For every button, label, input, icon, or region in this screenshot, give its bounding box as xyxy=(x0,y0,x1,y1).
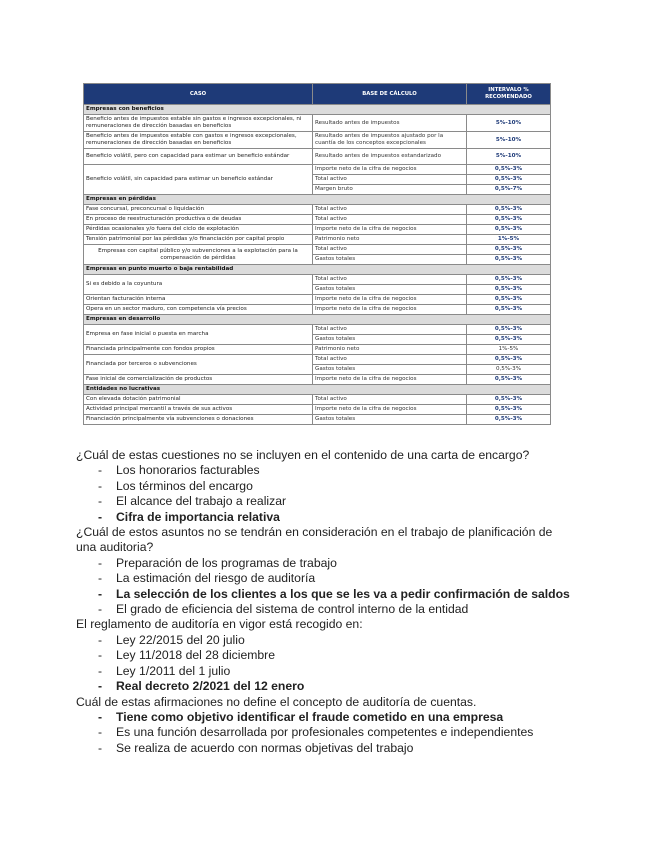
option: - El grado de eficiencia del sistema de control interno de la entidad xyxy=(98,602,576,617)
cell-intervalo: 0,5%-3% xyxy=(467,375,551,385)
cell-base-calculo: Total activo xyxy=(313,215,467,225)
options-list xyxy=(76,556,576,618)
table-row xyxy=(84,132,551,149)
cell-caso: Beneficio antes de impuestos estable sin gastos e ingresos excepcionales, ni remuneraciones de dirección basadas en beneficios xyxy=(84,115,313,132)
question-text: ¿Cuál de estas cuestiones no se incluyen en el contenido de una carta de encargo? xyxy=(76,448,530,462)
options-list xyxy=(76,633,576,695)
section-header-row xyxy=(84,265,551,275)
cell-caso: Pérdidas ocasionales y/o fuera del ciclo de explotación xyxy=(84,225,313,235)
cell-base-calculo: Importe neto de la cifra de negocios xyxy=(313,225,467,235)
cell-intervalo: 0,5%-3% xyxy=(467,365,551,375)
cell-intervalo: 0,5%-3% xyxy=(467,175,551,185)
cell-base-calculo: Gastos totales xyxy=(313,285,467,295)
cell-base-calculo: Gastos totales xyxy=(313,255,467,265)
table-row xyxy=(84,295,551,305)
table-row xyxy=(84,325,551,335)
option: - Los términos del encargo xyxy=(98,479,576,494)
cell-intervalo: 0,5%-3% xyxy=(467,355,551,365)
cell-intervalo: 0,5%-3% xyxy=(467,285,551,295)
section-header-row xyxy=(84,385,551,395)
option-correct: - Real decreto 2/2021 del 12 enero xyxy=(98,679,576,694)
option-correct: - La selección de los clientes a los que se les va a pedir confirmación de saldos xyxy=(98,587,576,602)
cell-base-calculo: Margen bruto xyxy=(313,185,467,195)
option-correct: - Cifra de importancia relativa xyxy=(98,510,576,525)
table-row xyxy=(84,275,551,285)
header-base-calculo: BASE DE CÁLCULO xyxy=(313,84,467,105)
cell-caso: Fase concursal, preconcursal o liquidación xyxy=(84,205,313,215)
option: - El alcance del trabajo a realizar xyxy=(98,494,576,509)
table-row xyxy=(84,165,551,175)
cell-caso: Tensión patrimonial por las pérdidas y/o financiación por capital propio xyxy=(84,235,313,245)
cell-caso: Opera en un sector maduro, con competencia vía precios xyxy=(84,305,313,315)
cell-intervalo: 5%-10% xyxy=(467,149,551,165)
cell-caso: Con elevada dotación patrimonial xyxy=(84,395,313,405)
option: - Es una función desarrollada por profesionales competentes e independientes xyxy=(98,725,576,740)
question-text: El reglamento de auditoría en vigor está recogido en: xyxy=(76,617,363,632)
option: - Ley 22/2015 del 20 julio xyxy=(98,633,576,648)
table-row xyxy=(84,375,551,385)
cell-caso: Si es debido a la coyuntura xyxy=(84,275,313,295)
cell-intervalo: 0,5%-3% xyxy=(467,335,551,345)
table-row xyxy=(84,305,551,315)
cell-caso: Beneficio volátil, sin capacidad para estimar un beneficio estándar xyxy=(84,165,313,195)
cell-intervalo: 0,5%-3% xyxy=(467,225,551,235)
cell-base-calculo: Total activo xyxy=(313,275,467,285)
cell-caso: Financiación principalmente vía subvenciones o donaciones xyxy=(84,415,313,425)
cell-caso: Empresa en fase inicial o puesta en marcha xyxy=(84,325,313,345)
cell-base-calculo: Gastos totales xyxy=(313,335,467,345)
option: - Preparación de los programas de trabajo xyxy=(98,556,576,571)
cell-intervalo: 0,5%-7% xyxy=(467,185,551,195)
options-list xyxy=(76,463,576,525)
cell-base-calculo: Patrimonio neto xyxy=(313,345,467,355)
cell-base-calculo: Importe neto de la cifra de negocios xyxy=(313,405,467,415)
cell-base-calculo: Total activo xyxy=(313,205,467,215)
cell-caso: Financiada por terceros o subvenciones xyxy=(84,355,313,375)
cell-intervalo: 0,5%-3% xyxy=(467,295,551,305)
table-row xyxy=(84,345,551,355)
cell-base-calculo: Total activo xyxy=(313,395,467,405)
section-title: Empresas en pérdidas xyxy=(84,195,551,205)
option: - Ley 11/2018 del 28 diciembre xyxy=(98,648,576,663)
cell-base-calculo: Importe neto de la cifra de negocios xyxy=(313,305,467,315)
cell-intervalo: 0,5%-3% xyxy=(467,325,551,335)
section-title: Empresas con beneficios xyxy=(84,105,551,115)
table-row xyxy=(84,149,551,165)
table-row xyxy=(84,225,551,235)
option: - Ley 1/2011 del 1 julio xyxy=(98,664,576,679)
cell-intervalo: 0,5%-3% xyxy=(467,215,551,225)
table-row xyxy=(84,395,551,405)
table-row xyxy=(84,405,551,415)
cell-intervalo: 0,5%-3% xyxy=(467,415,551,425)
cell-intervalo: 5%-10% xyxy=(467,115,551,132)
cell-intervalo: 0,5%-3% xyxy=(467,305,551,315)
section-title: Empresas en punto muerto o baja rentabilidad xyxy=(84,265,551,275)
cell-base-calculo: Resultado antes de impuestos estandarizado xyxy=(313,149,467,165)
cell-base-calculo: Resultado antes de impuestos xyxy=(313,115,467,132)
cell-caso: Fase inicial de comercialización de productos xyxy=(84,375,313,385)
cell-base-calculo: Gastos totales xyxy=(313,415,467,425)
cell-base-calculo: Gastos totales xyxy=(313,365,467,375)
table-row xyxy=(84,245,551,255)
header-intervalo: INTERVALO % RECOMENDADO xyxy=(467,84,551,105)
cell-intervalo: 0,5%-3% xyxy=(467,255,551,265)
cell-intervalo: 0,5%-3% xyxy=(467,165,551,175)
option: - Se realiza de acuerdo con normas objetivas del trabajo xyxy=(98,741,576,756)
cell-base-calculo: Total activo xyxy=(313,175,467,185)
section-title: Entidades no lucrativas xyxy=(84,385,551,395)
cell-caso: En proceso de reestructuración productiva o de deudas xyxy=(84,215,313,225)
question-text: ¿Cuál de estos asuntos no se tendrán en consideración en el trabajo de planificación de una auditoria? xyxy=(76,525,553,555)
cell-base-calculo: Importe neto de la cifra de negocios xyxy=(313,295,467,305)
section-header-row xyxy=(84,315,551,325)
section-title: Empresas en desarrollo xyxy=(84,315,551,325)
cell-caso: Financiada principalmente con fondos propios xyxy=(84,345,313,355)
quiz-questions xyxy=(76,448,576,756)
cell-caso: Orientan facturación interna xyxy=(84,295,313,305)
table-body xyxy=(84,105,551,425)
cell-intervalo: 1%-5% xyxy=(467,235,551,245)
question-text: Cuál de estas afirmaciones no define el concepto de auditoría de cuentas. xyxy=(76,694,477,709)
cell-intervalo: 0,5%-3% xyxy=(467,205,551,215)
materiality-table xyxy=(83,83,551,425)
cell-intervalo: 5%-10% xyxy=(467,132,551,149)
cell-base-calculo: Resultado antes de impuestos ajustado por la cuantía de los conceptos excepcionales xyxy=(313,132,467,149)
cell-caso: Beneficio volátil, pero con capacidad para estimar un beneficio estándar xyxy=(84,149,313,165)
cell-caso: Beneficio antes de impuestos estable con gastos e ingresos excepcionales, remuneraciones de dirección basadas en beneficios xyxy=(84,132,313,149)
section-header-row xyxy=(84,105,551,115)
cell-base-calculo: Importe neto de la cifra de negocios xyxy=(313,375,467,385)
cell-base-calculo: Importe neto de la cifra de negocios xyxy=(313,165,467,175)
table-row xyxy=(84,205,551,215)
option-correct: - Tiene como objetivo identificar el fraude cometido en una empresa xyxy=(98,710,576,725)
table-row xyxy=(84,235,551,245)
cell-intervalo: 0,5%-3% xyxy=(467,275,551,285)
cell-base-calculo: Patrimonio neto xyxy=(313,235,467,245)
cell-caso: Empresas con capital público y/o subvenciones a la explotación para la compensación de pérdidas xyxy=(84,245,313,265)
option: - Los honorarios facturables xyxy=(98,463,576,478)
table-row xyxy=(84,115,551,132)
cell-intervalo: 0,5%-3% xyxy=(467,245,551,255)
options-list xyxy=(76,710,576,756)
cell-base-calculo: Total activo xyxy=(313,355,467,365)
cell-intervalo: 0,5%-3% xyxy=(467,395,551,405)
cell-base-calculo: Total activo xyxy=(313,325,467,335)
table-row xyxy=(84,415,551,425)
cell-caso: Actividad principal mercantil a través de sus activos xyxy=(84,405,313,415)
header-caso: CASO xyxy=(84,84,313,105)
table-header-row xyxy=(84,84,551,105)
table-row xyxy=(84,355,551,365)
table-row xyxy=(84,215,551,225)
option: - La estimación del riesgo de auditoría xyxy=(98,571,576,586)
cell-intervalo: 0,5%-3% xyxy=(467,405,551,415)
cell-base-calculo: Total activo xyxy=(313,245,467,255)
section-header-row xyxy=(84,195,551,205)
cell-intervalo: 1%-5% xyxy=(467,345,551,355)
